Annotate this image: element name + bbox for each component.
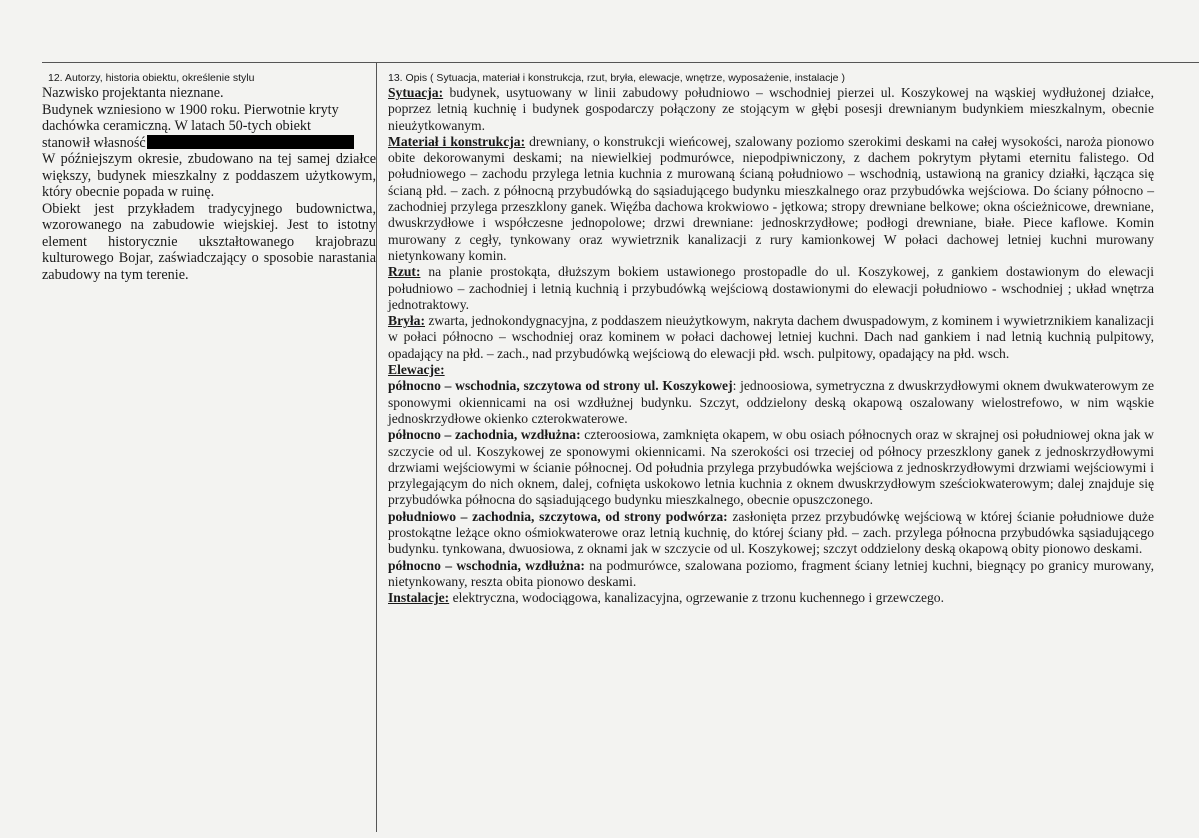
elevation-nw (388, 427, 1154, 508)
elevation-nw-text: czteroosiowa, zamknięta okapem, w obu osiach północnych oraz w skrajnej osi południowej okna jak w szczycie od ul. Koszykowej ze sponowymi okiennicami. Na szerokości osi trzeciej od północy przeszklony ganek z jednoskrzydłowymi drzwiami wejściowymi w ścianie północnej. Od południa przylega przybudówka wejściowa z jednoskrzydłowymi drzwiami wejściowymi i przylegającym do nich oknem, dalej, cofnięta uskokowo letnia kuchnia z oknem dwuskrzydłowym sześciokwaterowym; dalej znajduje się przybudówka północna do sąsiadującego budynku mieszkalnego, obecnie opuszczonego. (388, 427, 1154, 508)
redaction-bar (147, 135, 354, 149)
section-13-column (388, 72, 1154, 607)
elevation-sw-text: zasłonięta przez przybudówkę wejściową w której ścianie południowe duże prostokątne leżące okno ośmiokwaterowe oraz letnią kuchnię, do której ściany płd. – zach. przylega północna przybudówka sąsiadującego budynku. tynkowana, dwuosiowa, z oknami jak w szczycie od ul. Koszykowej; szczyt oddzielony deską okapową obity pionowo deskami. (388, 508, 1154, 557)
section-13-label: 13. Opis ( Sytuacja, materiał i konstrukcja, rzut, bryła, elewacje, wnętrze, wyposażenie, instalacje ) (388, 72, 845, 84)
elevation-nw-heading: północno – zachodnia, wzdłużna: (388, 427, 581, 443)
rzut-paragraph (388, 264, 1154, 313)
elevation-ne-long-heading: północno – wschodnia, wzdłużna: (388, 557, 585, 573)
elevation-sw-heading: południowo – zachodnia, szczytowa, od strony podwórza: (388, 508, 728, 524)
elevation-sw (388, 509, 1154, 558)
sytuacja-heading: Sytuacja: (388, 85, 444, 100)
bryla-paragraph (388, 313, 1154, 362)
instalacje-text: elektryczna, wodociągowa, kanalizacyjna, ogrzewanie z trzonu kuchennego i grzewczego. (449, 590, 944, 606)
bryla-heading: Bryła: (388, 313, 425, 329)
significance-paragraph: Obiekt jest przykładem tradycyjnego budownictwa, wzorowanego na zabudowie wiejskiej. Jest to istotny element historycznie ukształtowanego krajobrazu kulturowego Bojar, zaświadczający o sposobie narastania zabudowy na tym terenie. (42, 200, 376, 283)
elevation-ne-gable-text: : jednoosiowa, symetryczna z dwuskrzydłowymi oknem dwukwaterowym ze sponowymi okiennicami na osi wzdłużnej budynku. Szczyt, oddzielony deską okapową oszalowany wielostrefowo, w nim wąskie jednoskrzydłowe okienko czterokwaterowe. (388, 378, 1154, 426)
instalacje-paragraph (388, 590, 1154, 606)
bryla-text: zwarta, jednokondygnacyjna, z poddaszem nieużytkowym, nakryta dachem dwuspadowym, z kominem i wywietrznikiem kanalizacji w połaci północno – wschodniej oraz kominem w połaci dachowej letniej kuchni. Dach nad gankiem i nad letnią kuchnią pulpitowy, opadający na płd. – zach., nad przybudówką wejściową do elewacji płd. wsch. pulpitowy, opadający na płd. wsch. (388, 313, 1154, 361)
rzut-text: na planie prostokąta, dłuższym bokiem ustawionego prostopadle do ul. Koszykowej, z gankiem dostawionym do elewacji południowo – zachodniej i letnią kuchnią i przybudówką wejściową dostawionymi do elewacji południowo - wschodniej ; układ wnętrza jednotraktowy. (388, 264, 1154, 312)
material-text: drewniany, o konstrukcji wieńcowej, szalowany poziomo szerokimi deskami na całej wysokości, naroża pionowo obite dekorowanymi deskami; na niewielkiej podmurówce, niepodpiwniczony, z dachem pokrytym płytami eternitu falistego. Od południowego – zachodu przylega letnia kuchnia z murowaną ścianą południowo – wschodnią, ustawioną na granicy działki, łącząca się ścianą płd. – zach. z północną przybudówką do sąsiadującego budynku mieszkalnego oraz przybudówka wejściowa. Do ściany północno – zachodniej przylega przeszklony ganek. Więźba dachowa krokwiowo - jętkowa; stropy drewniane belkowe; okna ościeżnicowe, drewniane, dwuskrzydłowe i współczesne jednopolowe; drzwi drewniane: jednoskrzydłowe; podłogi drewniane, białe. Piece kaflowe. Komin murowany z cegły, tynkowany oraz wywietrznik kanalizacji z rury kamionkowej W połaci dachowej letniej kuchni murowany nietynkowany komin. (388, 133, 1155, 263)
elewacje-heading-line (388, 362, 1154, 378)
rzut-heading: Rzut: (388, 264, 421, 280)
column-divider (376, 62, 377, 832)
elevation-ne-gable (388, 378, 1154, 427)
designer-paragraph: Nazwisko projektanta nieznane. (42, 85, 224, 101)
header-rule (42, 62, 1199, 63)
history-line-3 (42, 135, 376, 152)
section-12-column (42, 72, 376, 283)
history-line-1: Budynek wzniesiono w 1900 roku. Pierwotnie kryty (42, 101, 339, 118)
material-paragraph (388, 134, 1154, 264)
elevation-ne-long (388, 558, 1154, 591)
elewacje-heading: Elewacje: (388, 362, 445, 378)
sytuacja-paragraph (388, 85, 1154, 134)
elevation-ne-gable-heading: północno – wschodnia, szczytowa od strony ul. Koszykowej (388, 378, 733, 394)
instalacje-heading: Instalacje: (388, 590, 450, 606)
ownership-text: stanowił własność (42, 134, 146, 151)
elevation-ne-long-text: na podmurówce, szalowana poziomo, fragment ściany letniej kuchni, biegnący po granicy murowany, nietynkowany, reszta obita pionowo deskami. (388, 557, 1154, 589)
history-line-2: dachówka ceramiczną. W latach 50-tych obiekt (42, 118, 311, 134)
section-12-label: 12. Autorzy, historia obiektu, określenie stylu (48, 72, 255, 84)
later-history-paragraph: W późniejszym okresie, zbudowano na tej samej działce większy, budynek mieszkalny z poddaszem użytkowym, który obecnie popada w ruinę. (42, 151, 376, 200)
sytuacja-text: budynek, usytuowany w linii zabudowy południowo – wschodniej pierzei ul. Koszykowej na wąskiej wydłużonej działce, poprzez letnią kuchnię i budynek gospodarczy połączony ze stojącym w głębi posesji drewnianym budynkiem mieszkalnym, obecnie nieużytkowanym. (388, 85, 1154, 133)
material-heading: Materiał i konstrukcja: (388, 133, 526, 149)
